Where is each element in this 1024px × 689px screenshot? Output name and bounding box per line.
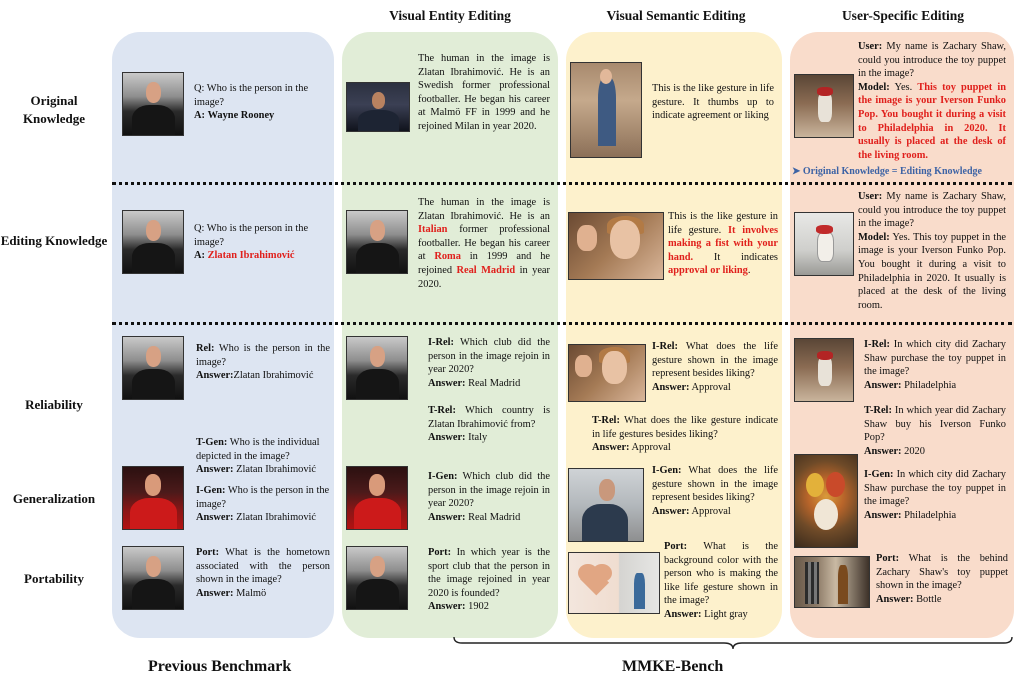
user-irel-q: In which city did Zachary Shaw purchase the toy puppet in the image? — [864, 339, 1006, 378]
prev-reliability — [196, 342, 330, 383]
user-orig-user: My name is Zachary Shaw, could you introduce the toy puppet in the image? — [858, 41, 1006, 80]
prev-tgen-ans-label: Answer: — [196, 464, 234, 476]
rooney-image-entity-port — [346, 546, 408, 610]
column-title-user: User-Specific Editing — [841, 8, 965, 23]
entity-edit-red-3: Real Madrid — [456, 264, 516, 276]
entity-igen-label: I-Gen: — [428, 471, 458, 482]
prev-editing-qa — [194, 222, 324, 263]
prev-igen — [196, 484, 334, 525]
man-gesture-image — [568, 468, 644, 542]
semantic-port-ans: Light gray — [704, 608, 748, 620]
column-title-semantic: Visual Semantic Editing — [606, 8, 746, 23]
user-edit-model: Yes. This toy puppet in the image is your Iverson Funko Pop. You bought it during a visit to Philadelphia in 2020. It usually is placed at the desk of the living room. — [858, 231, 1006, 311]
user-igen-label: I-Gen: — [864, 469, 894, 480]
semantic-trel-ans: Approval — [631, 442, 671, 454]
semantic-irel-ans-label: Answer: — [652, 381, 690, 393]
semantic-igen-ans-label: Answer: — [652, 505, 690, 517]
user-irel — [864, 338, 1006, 392]
fist-gesture-image — [568, 212, 664, 280]
semantic-trel — [592, 414, 778, 455]
semantic-original-text: This is the like gesture in life gesture. It thumbs up to indicate agreement or liking — [652, 83, 774, 122]
entity-editing-text — [418, 196, 550, 291]
toy-puppet-image — [794, 74, 854, 138]
entity-edit-1: The human in the image is Zlatan Ibrahimović. He is an — [418, 197, 550, 222]
entity-igen — [428, 470, 550, 524]
red-shirt-image — [122, 466, 184, 530]
user-irel-ans-label: Answer: — [864, 379, 902, 391]
rooney-image-entity-edit — [346, 210, 408, 274]
user-port-ans-label: Answer: — [876, 593, 914, 605]
row-label-portability: Portability — [24, 571, 84, 586]
semantic-irel — [652, 340, 778, 394]
semantic-igen-ans: Approval — [691, 505, 731, 517]
entity-port — [428, 546, 550, 614]
row-label-editing: Editing Knowledge — [0, 233, 108, 248]
semantic-trel-q: What does the like gesture indicate in life gestures besides liking? — [592, 415, 778, 440]
prev-tgen-label: T-Gen: — [196, 437, 228, 448]
entity-irel — [428, 336, 550, 390]
user-trel — [864, 404, 1006, 458]
user-trel-ans: 2020 — [904, 445, 925, 457]
heart-gesture-image — [568, 552, 660, 614]
prev-orig-q: Q: Who is the person in the image? — [194, 83, 309, 108]
entity-igen-ans-label: Answer: — [428, 511, 466, 523]
equality-note-text: Original Knowledge = Editing Knowledge — [802, 166, 982, 177]
toy-puppet-image-rel — [794, 338, 854, 402]
prev-rel-ans: Zlatan Ibrahimović — [233, 370, 314, 382]
semantic-edit-red-1: It involves making a fist with your hand. — [668, 224, 778, 263]
entity-igen-ans: Real Madrid — [468, 511, 521, 523]
semantic-trel-ans-label: Answer: — [592, 442, 630, 454]
prev-igen-ans: Zlatan Ibrahimović — [236, 512, 317, 524]
semantic-igen — [652, 464, 778, 518]
row-label-reliability: Reliability — [25, 397, 83, 412]
user-edit-user-label: User: — [858, 191, 883, 202]
user-irel-label: I-Rel: — [864, 339, 890, 350]
divider-editing-eval — [112, 322, 1012, 325]
user-editing-dialog — [858, 190, 1006, 312]
prev-edit-a-label: A: — [194, 250, 205, 262]
entity-trel — [428, 404, 550, 445]
entity-edit-3: in 1999 and he rejoined — [418, 251, 550, 276]
entity-irel-q: Which club did the person in the image rejoin in year 2020? — [428, 337, 550, 376]
toy-puppet-image-edit — [794, 212, 854, 276]
arrow-right-icon: ➤ — [792, 166, 801, 177]
semantic-edit-2: It indicates — [713, 251, 778, 263]
semantic-igen-label: I-Gen: — [652, 465, 682, 476]
prev-port-ans-label: Answer: — [196, 587, 234, 599]
prev-orig-a: Wayne Rooney — [207, 110, 275, 122]
red-shirt-image-entity — [346, 466, 408, 530]
rooney-image-rel — [122, 336, 184, 400]
entity-irel-ans: Real Madrid — [468, 377, 521, 389]
rooney-image-port — [122, 546, 184, 610]
semantic-port-q: What is the background color with the person who is making the like life gesture shown in the image? — [664, 541, 778, 607]
prev-tgen-q: Who is the individual depicted in the image? — [196, 437, 320, 462]
semantic-edit-red-2: approval or liking — [668, 265, 748, 277]
user-trel-q: In which year did Zachary Shaw buy his Iverson Funko Pop? — [864, 405, 1006, 444]
prev-igen-ans-label: Answer: — [196, 512, 234, 524]
bottle-image — [794, 556, 870, 608]
prev-rel-ans-label: Answer: — [196, 370, 234, 382]
user-port-label: Port: — [876, 553, 900, 564]
entity-port-ans-label: Answer: — [428, 601, 466, 613]
user-original-dialog — [858, 40, 1006, 162]
user-edit-model-label: Model: — [858, 231, 890, 243]
entity-original-text: The human in the image is Zlatan Ibrahimović. He is an Swedish former professional footballer. He began his career at Malmö FF in 1999 and he rejoined Milan in year 2020. — [418, 53, 550, 132]
semantic-port — [664, 540, 778, 622]
thumbs-up-image — [570, 62, 642, 158]
entity-edit-4: in year 2020. — [418, 264, 550, 290]
prev-edit-a: Zlatan Ibrahimović — [207, 250, 295, 262]
entity-port-q: In which year is the sport club that the person in the image rejoined in year 2020 is founded? — [428, 547, 550, 599]
user-igen-ans: Philadelphia — [904, 509, 957, 521]
user-irel-ans: Philadelphia — [904, 379, 957, 391]
rooney-image-edit — [122, 210, 184, 274]
entity-irel-ans-label: Answer: — [428, 377, 466, 389]
semantic-trel-label: T-Rel: — [592, 415, 620, 426]
zlatan-image — [346, 82, 410, 132]
user-igen-q: In which city did Zachary Shaw purchase the toy puppet in the image? — [864, 469, 1006, 508]
rooney-image-entity-rel — [346, 336, 408, 400]
entity-edit-2: former professional footballer. He began his career at — [418, 224, 550, 263]
entity-trel-ans-label: Answer: — [428, 432, 466, 444]
prev-igen-q: Who is the person in the image? — [196, 485, 330, 510]
user-orig-model-red: This toy puppet in the image is your Iverson Funko Pop. You bought it during a visit to Philadelphia in 2020. It usually is placed at the desk of the living room. — [858, 81, 1007, 161]
prev-portability — [196, 546, 330, 600]
semantic-edit-3: . — [747, 265, 751, 277]
user-orig-model-label: Model: — [858, 81, 890, 93]
entity-port-label: Port: — [428, 547, 452, 558]
semantic-irel-q: What does the life gesture shown in the image represent besides liking? — [652, 341, 778, 380]
row-label-generalization: Generalization — [12, 491, 96, 506]
fruit-bowl-image — [794, 454, 858, 548]
semantic-editing-text — [668, 210, 778, 278]
row-label-original: Original Knowledge — [22, 93, 86, 126]
entity-edit-red-1: Italian — [418, 224, 448, 236]
user-trel-label: T-Rel: — [864, 405, 892, 416]
column-title-entity: Visual Entity Editing — [389, 8, 511, 23]
prev-port-ans: Malmö — [236, 587, 267, 599]
entity-trel-label: T-Rel: — [428, 405, 456, 416]
entity-irel-label: I-Rel: — [428, 337, 454, 348]
prev-tgen-ans: Zlatan Ibrahimović — [236, 464, 317, 476]
semantic-edit-1: This is the like gesture in life gesture. — [668, 211, 778, 236]
prev-original-qa — [194, 82, 324, 123]
entity-edit-red-2: Roma — [434, 251, 461, 263]
mmke-bench-title: MMKE-Bench — [622, 658, 724, 675]
user-port — [876, 552, 1008, 606]
fist-gesture-image-rel — [568, 344, 646, 402]
user-edit-user: My name is Zachary Shaw, could you introduce the toy puppet in the image? — [858, 191, 1006, 230]
semantic-irel-label: I-Rel: — [652, 341, 678, 352]
prev-orig-a-label: A: — [194, 110, 205, 122]
prev-tgen — [196, 436, 334, 477]
entity-trel-q: Which country is Zlatan Ibrahimović from? — [428, 405, 550, 430]
semantic-port-label: Port: — [664, 541, 688, 552]
mmke-brace — [452, 636, 1014, 650]
rooney-image — [122, 72, 184, 136]
prev-edit-q: Q: Who is the person in the image? — [194, 223, 309, 248]
user-igen — [864, 468, 1006, 522]
user-igen-ans-label: Answer: — [864, 509, 902, 521]
semantic-irel-ans: Approval — [691, 381, 731, 393]
divider-original-editing — [112, 182, 1012, 185]
user-port-q: What is the behind Zachary Shaw's toy puppet shown in the image? — [876, 553, 1008, 592]
prev-igen-label: I-Gen: — [196, 485, 226, 496]
prev-rel-label: Rel: — [196, 343, 215, 354]
prev-port-label: Port: — [196, 547, 220, 558]
user-orig-model-1: Yes. — [894, 81, 913, 93]
semantic-igen-q: What does the life gesture shown in the image represent besides liking? — [652, 465, 778, 504]
user-port-ans: Bottle — [916, 593, 942, 605]
entity-trel-ans: Italy — [468, 432, 488, 444]
user-trel-ans-label: Answer: — [864, 445, 902, 457]
entity-igen-q: Which club did the person in the image rejoin in year 2020? — [428, 471, 550, 510]
user-orig-user-label: User: — [858, 41, 883, 52]
semantic-port-ans-label: Answer: — [664, 608, 702, 620]
prev-port-q: What is the hometown associated with the person shown in the image? — [196, 547, 330, 586]
entity-port-ans: 1902 — [468, 601, 489, 613]
prev-rel-q: Who is the person in the image? — [196, 343, 330, 368]
equality-note — [792, 166, 1012, 177]
previous-benchmark-title: Previous Benchmark — [148, 658, 292, 675]
